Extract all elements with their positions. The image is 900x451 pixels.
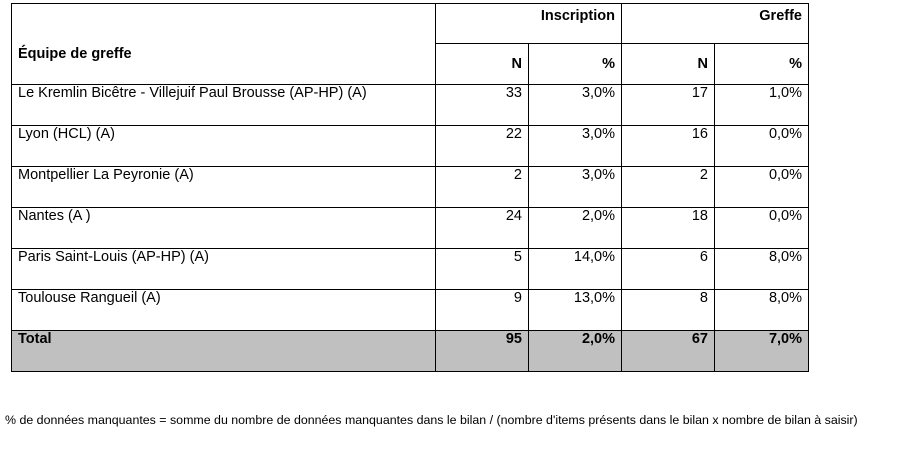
header-greffe-pct: % (715, 44, 809, 85)
inscription-pct: 13,0% (529, 290, 622, 331)
inscription-pct: 14,0% (529, 249, 622, 290)
greffe-n: 16 (622, 126, 715, 167)
total-greffe-pct: 7,0% (715, 331, 809, 372)
inscription-n: 5 (436, 249, 529, 290)
inscription-pct: 3,0% (529, 85, 622, 126)
greffe-n: 8 (622, 290, 715, 331)
total-row (12, 331, 809, 372)
team-name: Toulouse Rangueil (A) (12, 290, 436, 331)
team-name: Lyon (HCL) (A) (12, 126, 436, 167)
greffe-n: 18 (622, 208, 715, 249)
inscription-n: 9 (436, 290, 529, 331)
greffe-pct: 0,0% (715, 126, 809, 167)
total-inscription-pct: 2,0% (529, 331, 622, 372)
table-row (12, 126, 809, 167)
table-row (12, 290, 809, 331)
inscription-pct: 2,0% (529, 208, 622, 249)
footnote: % de données manquantes = somme du nombre de données manquantes dans le bilan / (nombre d'items présents dans le bilan x nombre de bilan à saisir) (5, 413, 858, 427)
table-row (12, 85, 809, 126)
missing-data-table (11, 3, 809, 372)
team-name: Paris Saint-Louis (AP-HP) (A) (12, 249, 436, 290)
greffe-pct: 0,0% (715, 167, 809, 208)
greffe-n: 17 (622, 85, 715, 126)
table-row (12, 249, 809, 290)
total-inscription-n: 95 (436, 331, 529, 372)
header-greffe-n: N (622, 44, 715, 85)
greffe-n: 6 (622, 249, 715, 290)
total-label: Total (12, 331, 436, 372)
greffe-n: 2 (622, 167, 715, 208)
team-name: Nantes (A ) (12, 208, 436, 249)
inscription-n: 24 (436, 208, 529, 249)
team-name: Le Kremlin Bicêtre - Villejuif Paul Brousse (AP-HP) (A) (12, 85, 436, 126)
header-inscription-pct: % (529, 44, 622, 85)
total-greffe-n: 67 (622, 331, 715, 372)
greffe-pct: 8,0% (715, 290, 809, 331)
greffe-pct: 8,0% (715, 249, 809, 290)
header-inscription: Inscription (436, 4, 622, 44)
greffe-pct: 1,0% (715, 85, 809, 126)
inscription-pct: 3,0% (529, 167, 622, 208)
inscription-n: 22 (436, 126, 529, 167)
table-row (12, 167, 809, 208)
inscription-n: 33 (436, 85, 529, 126)
inscription-pct: 3,0% (529, 126, 622, 167)
inscription-n: 2 (436, 167, 529, 208)
table-row (12, 208, 809, 249)
header-team: Équipe de greffe (12, 4, 436, 85)
header-greffe: Greffe (622, 4, 809, 44)
team-name: Montpellier La Peyronie (A) (12, 167, 436, 208)
header-inscription-n: N (436, 44, 529, 85)
greffe-pct: 0,0% (715, 208, 809, 249)
